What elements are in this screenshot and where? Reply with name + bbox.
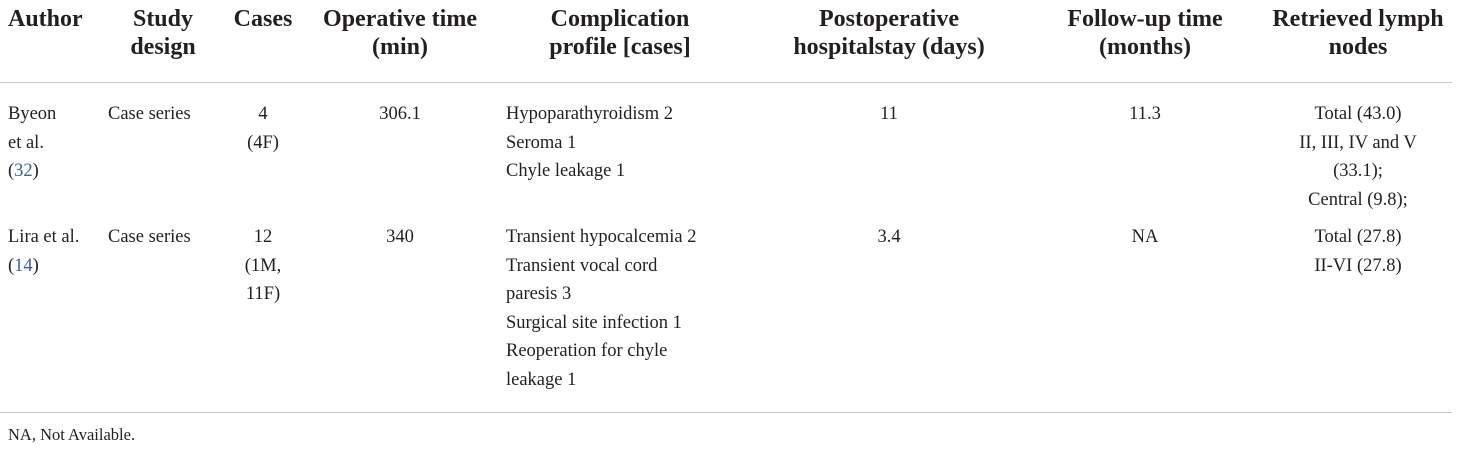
- header-study-design-line-2: design: [130, 34, 196, 60]
- row-2-complication-line-3: paresis 3: [506, 284, 572, 304]
- header-lymph-nodes-line-2: nodes: [1328, 34, 1388, 60]
- row-1-cases-line-1: 4: [258, 104, 268, 124]
- row-2-author: [8, 223, 79, 280]
- header-study-design-line-1: Study: [132, 6, 194, 32]
- row-2-hospital-stay: 3.4: [877, 227, 901, 247]
- row-1-study-design: Case series: [108, 104, 191, 124]
- row-1-lymph-nodes-line-2: II, III, IV and V: [1299, 132, 1417, 153]
- row-1-author: [8, 100, 56, 186]
- header-complication-line-2: profile [cases]: [549, 34, 691, 60]
- header-lymph-nodes-line-1: Retrieved lymph: [1272, 6, 1444, 32]
- header-cases: [223, 5, 303, 33]
- header-cases-line-1: Cases: [233, 6, 293, 32]
- row-1-reference: (32): [8, 161, 39, 181]
- row-2-followup: NA: [1131, 227, 1159, 247]
- header-complication: [520, 5, 720, 61]
- header-author-line-1: Author: [8, 6, 83, 32]
- row-2-complication: [506, 223, 696, 394]
- row-1-complication-line-2: Seroma 1: [506, 132, 577, 153]
- row-2-lymph-nodes-line-2: II-VI (27.8): [1314, 255, 1402, 276]
- row-2-complication-line-6: leakage 1: [506, 369, 577, 390]
- row-1-lymph-nodes-line-4: Central (9.8);: [1308, 189, 1408, 210]
- header-hospital-stay: [775, 5, 1003, 61]
- row-1-complication-line-1: Hypoparathyroidism 2: [506, 104, 673, 124]
- row-1-lymph-nodes: [1258, 100, 1458, 214]
- footnote: NA, Not Available.: [8, 425, 136, 444]
- header-complication-line-1: Complication: [550, 6, 690, 32]
- row-2-lymph-nodes-line-1: Total (27.8): [1314, 227, 1402, 247]
- row-2-reference: (14): [8, 255, 39, 276]
- row-2-complication-line-2: Transient vocal cord: [506, 255, 658, 276]
- row-1-cases: [223, 100, 303, 157]
- header-followup: [1050, 5, 1240, 61]
- reference-link-14[interactable]: 14: [14, 255, 33, 276]
- row-2-complication-line-4: Surgical site infection 1: [506, 312, 682, 333]
- row-2-operative-time: 340: [386, 227, 414, 247]
- row-2-cases-line-3: 11F): [245, 284, 281, 304]
- header-author: [8, 5, 83, 33]
- header-operative-time-line-2: (min): [372, 34, 428, 60]
- header-followup-line-2: (months): [1098, 34, 1191, 60]
- header-rule: [0, 82, 1452, 83]
- row-1-operative-time: 306.1: [379, 104, 421, 124]
- header-operative-time-line-1: Operative time: [323, 6, 477, 32]
- row-1-author-line-1: Byeon: [8, 104, 57, 124]
- header-hospital-stay-line-2: hospitalstay (days): [793, 34, 985, 60]
- header-hospital-stay-line-1: Postoperative: [819, 6, 959, 32]
- row-1-author-line-2: et al.: [8, 132, 44, 153]
- row-1-cases-line-2: (4F): [247, 132, 279, 153]
- row-2-complication-line-1: Transient hypocalcemia 2: [506, 227, 697, 247]
- header-lymph-nodes: [1258, 5, 1458, 61]
- row-1-lymph-nodes-line-1: Total (43.0): [1314, 104, 1402, 124]
- header-followup-line-1: Follow-up time: [1067, 6, 1223, 32]
- row-2-complication-line-5: Reoperation for chyle: [506, 341, 668, 361]
- row-2-cases: [223, 223, 303, 309]
- row-1-complication-line-3: Chyle leakage 1: [506, 161, 626, 181]
- header-operative-time: [305, 5, 495, 61]
- row-1-lymph-nodes-line-3: (33.1);: [1333, 161, 1383, 181]
- row-2-cases-line-1: 12: [253, 227, 273, 247]
- row-2-lymph-nodes: [1258, 223, 1458, 280]
- row-1-followup: 11.3: [1129, 104, 1161, 124]
- row-1-complication: [506, 100, 673, 186]
- reference-link-32[interactable]: 32: [14, 161, 33, 181]
- row-1-hospital-stay: 11: [880, 104, 898, 124]
- row-2-cases-line-2: (1M,: [244, 255, 282, 276]
- row-2-study-design: Case series: [108, 227, 191, 247]
- bottom-rule: [0, 412, 1452, 413]
- row-2-author-line-1: Lira et al.: [8, 227, 80, 247]
- header-study-design: [108, 5, 218, 61]
